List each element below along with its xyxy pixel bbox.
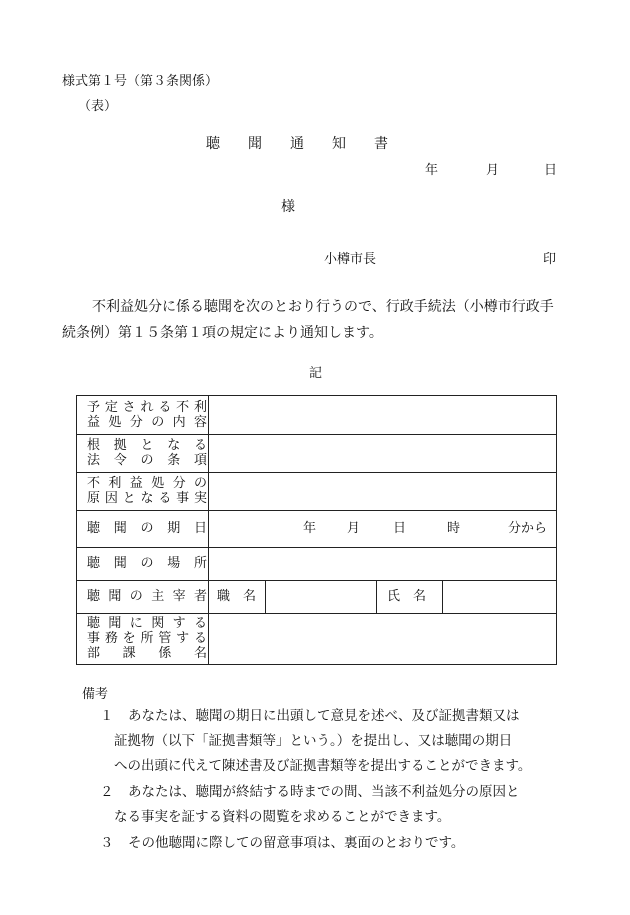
date-month: 月 [486, 163, 500, 178]
note-2-line1: あなたは、聴聞が終結する時までの間、当該不利益処分の原因と [128, 784, 520, 800]
presider-name-label: 氏 名 [387, 589, 427, 604]
note-1-line2: 証拠物（以下「証拠書類等」という。）を提出し、又は聴聞の期日 [114, 733, 513, 749]
label-office-1: 聴聞に関する [87, 616, 207, 631]
label-cause-facts-1: 不利益処分の [87, 476, 207, 491]
hearing-month: 月 [347, 521, 361, 536]
note-1-line3: への出頭に代えて陳述書及び証拠書類等を提出することができます。 [114, 758, 532, 774]
label-office-2: 事務を所管する [87, 631, 207, 646]
body-text-line2: 続条例）第１５条第１項の規定により通知します。 [62, 325, 383, 341]
hearing-year: 年 [303, 521, 317, 536]
note-3-num: ３ [100, 835, 114, 851]
note-2-num: ２ [100, 784, 114, 800]
date-year: 年 [425, 163, 439, 178]
form-number: 様式第１号（第３条関係） [62, 74, 219, 89]
seal: 印 [543, 252, 557, 267]
label-legal-basis-2: 法令の条項 [87, 453, 207, 468]
side-label: （表） [78, 99, 118, 114]
label-hearing-place: 聴聞の場所 [87, 556, 207, 571]
ki-label: 記 [309, 366, 323, 381]
label-planned-disposition-1: 予定される不利 [87, 400, 207, 415]
hearing-day: 日 [393, 521, 407, 536]
note-2-line2: なる事実を証する資料の閲覧を求めることができます。 [114, 809, 451, 825]
label-office-3: 部課係名 [87, 646, 207, 661]
label-legal-basis-1: 根拠となる [87, 438, 207, 453]
hearing-hour: 時 [447, 521, 461, 536]
document-title: 聴 聞 通 知 書 [206, 136, 388, 152]
body-text-line1: 不利益処分に係る聴聞を次のとおり行うので、行政手続法（小樽市行政手 [92, 299, 554, 315]
notes-heading: 備考 [82, 687, 109, 702]
note-1-num: １ [100, 708, 114, 724]
hearing-minute: 分から [508, 521, 548, 536]
label-cause-facts-2: 原因となる事実 [87, 491, 207, 506]
note-1-line1: あなたは、聴聞の期日に出頭して意見を述べ、及び証拠書類又は [128, 708, 520, 724]
addressee-suffix: 様 [281, 199, 295, 215]
presider-post-label: 職 名 [217, 589, 257, 604]
notice-table [76, 395, 557, 665]
issuer: 小樽市長 [324, 252, 377, 267]
date-day: 日 [544, 163, 558, 178]
label-planned-disposition-2: 益処分の内容 [87, 415, 207, 430]
note-3-line1: その他聴聞に際しての留意事項は、裏面のとおりです。 [128, 835, 465, 851]
label-hearing-date: 聴聞の期日 [87, 521, 207, 536]
label-hearing-presider: 聴聞の主宰者 [87, 589, 207, 604]
